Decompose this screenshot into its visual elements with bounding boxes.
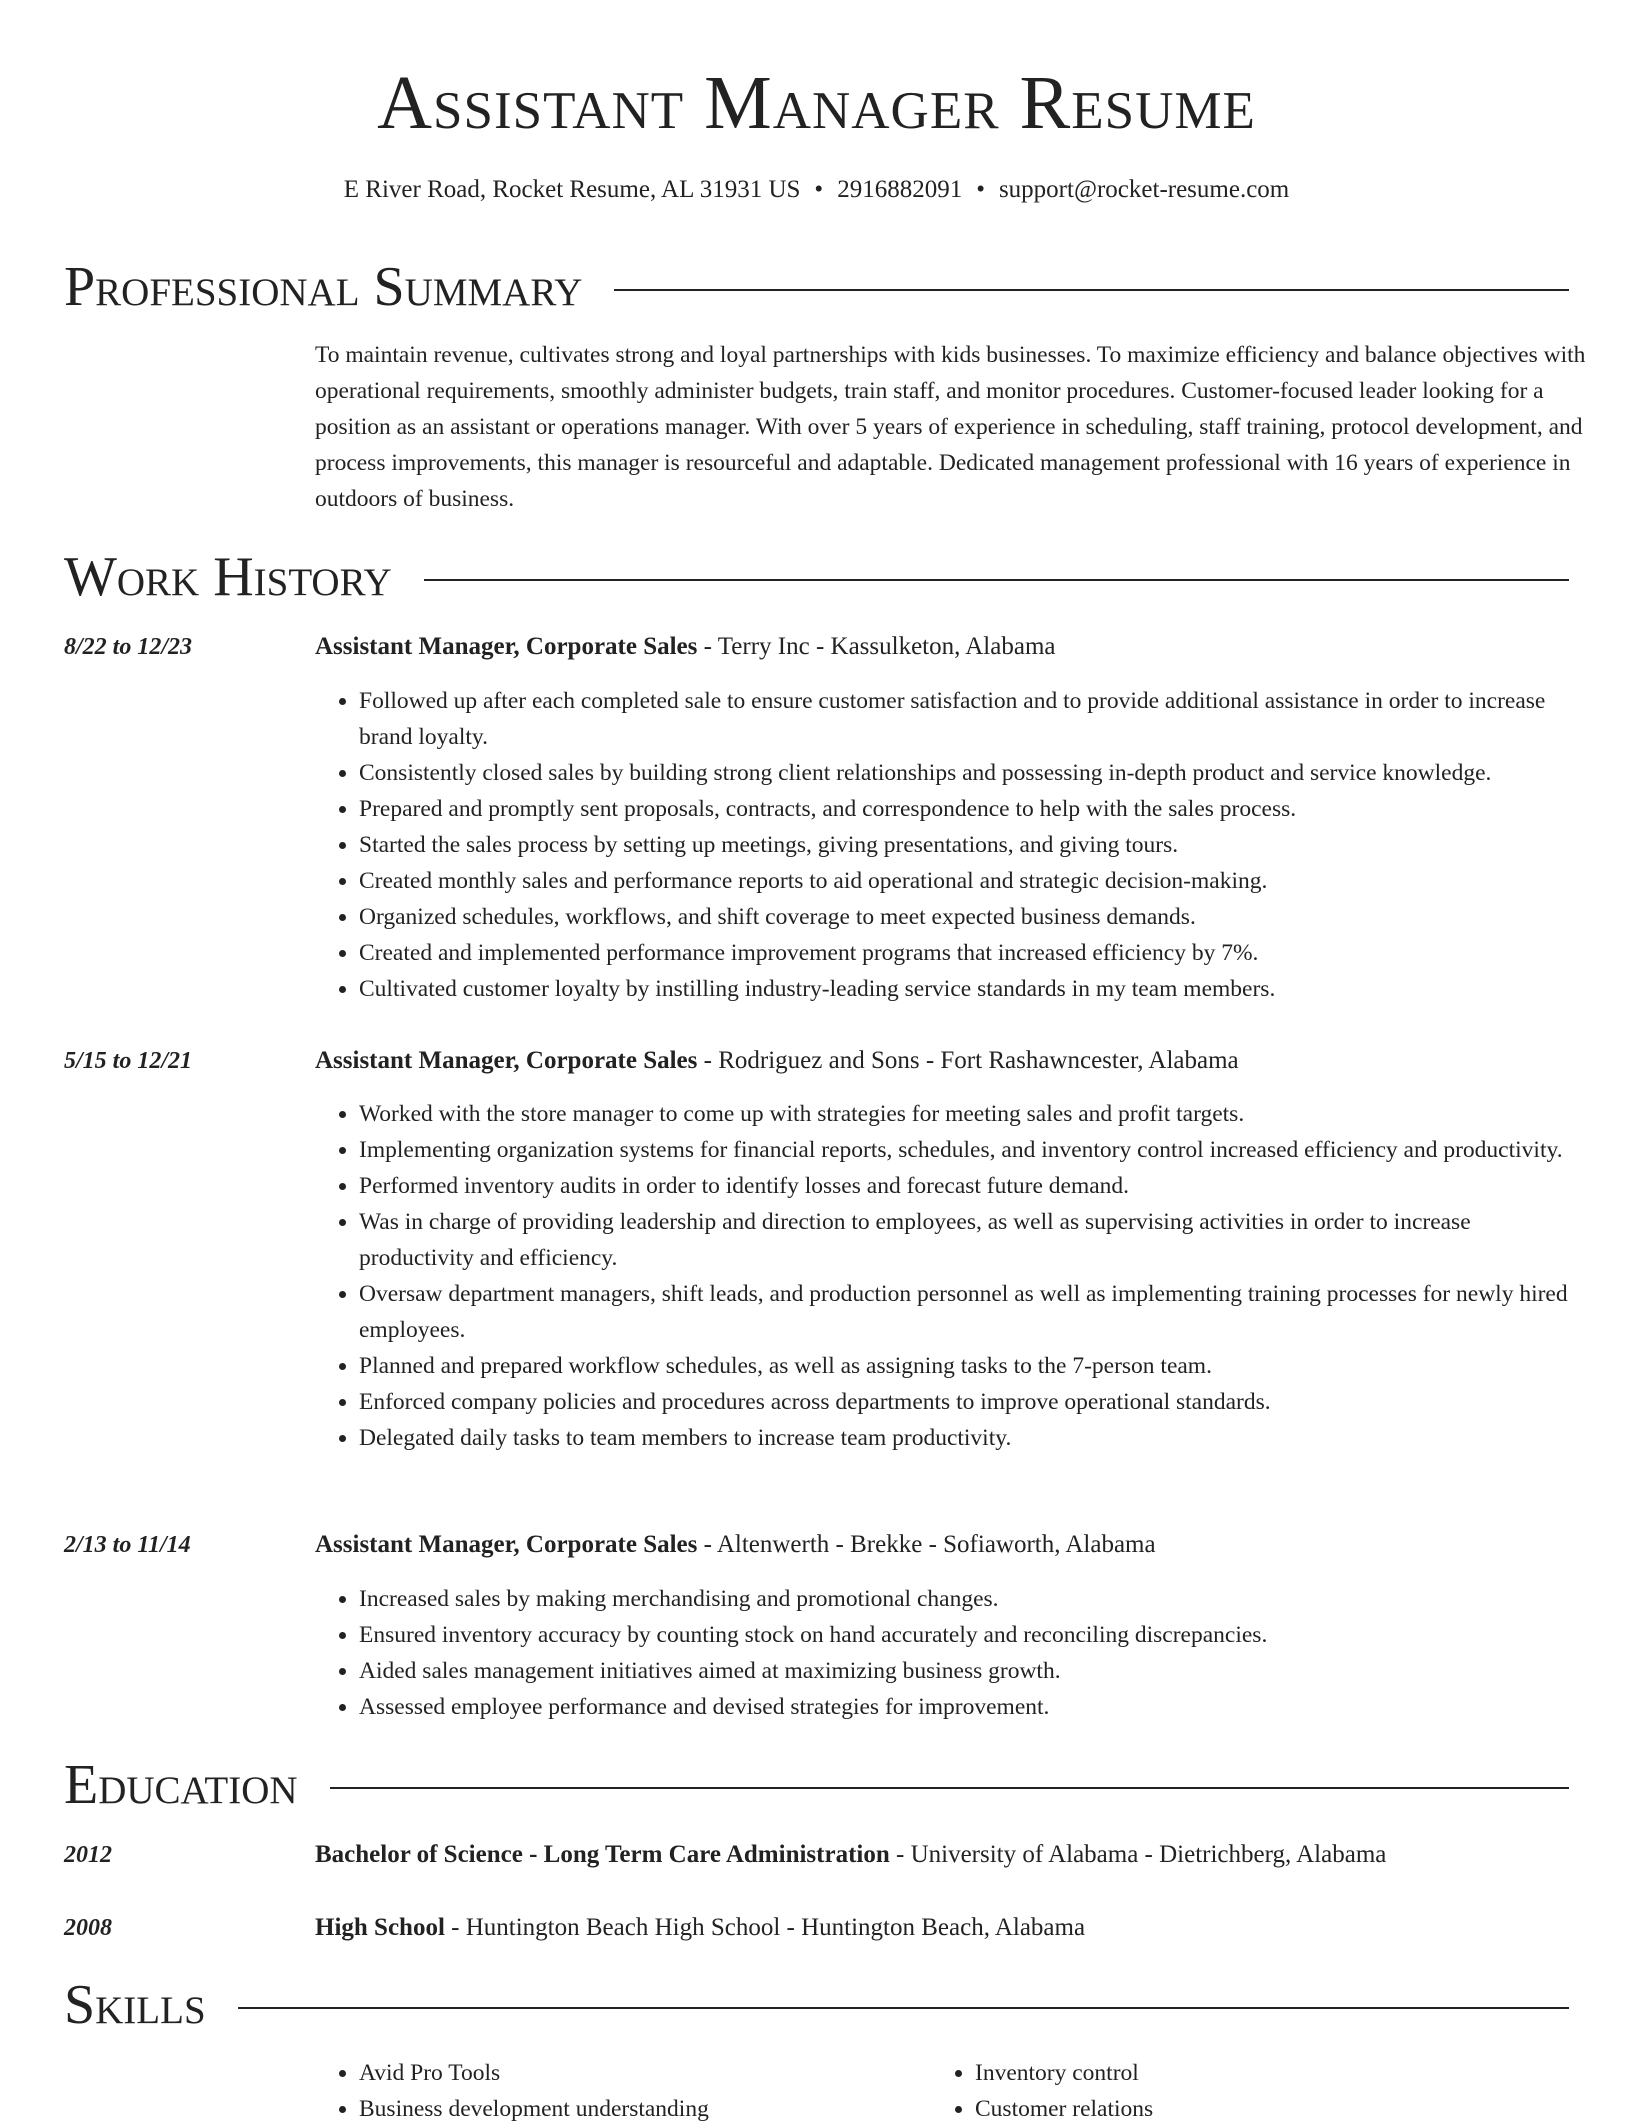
education-degree: Bachelor of Science - Long Term Care Administration — [315, 1841, 890, 1868]
job-org: - Altenwerth - Brekke - Sofiaworth, Alabama — [697, 1531, 1156, 1558]
job-org: - Terry Inc - Kassulketon, Alabama — [697, 633, 1056, 660]
list-item: • Performed inventory audits in order to identify losses and forecast future demand. — [359, 1168, 1569, 1204]
job-bullets — [315, 683, 1569, 1007]
list-item: • Created monthly sales and performance reports to aid operational and strategic decision-making. — [359, 863, 1569, 899]
section-title: Professional Summary — [64, 256, 583, 318]
list-item: • Worked with the store manager to come up with strategies for meeting sales and profit targets. — [359, 1096, 1569, 1132]
list-item: • Created and implemented performance improvement programs that increased efficiency by 7%. — [359, 935, 1569, 971]
contact-address: E River Road, Rocket Resume, AL 31931 US — [343, 176, 801, 203]
list-item: • Customer relations — [975, 2091, 1547, 2127]
list-item: • Ensured inventory accuracy by counting stock on hand accurately and reconciling discrepancies. — [359, 1617, 1569, 1653]
list-item: • Oversaw department managers, shift leads, and production personnel as well as implementing training processes for newly hired employees. — [359, 1276, 1569, 1348]
list-item: • Business development understanding — [359, 2091, 931, 2127]
job-heading — [315, 629, 1585, 665]
section-title: Education — [64, 1754, 298, 1816]
education-degree: High School — [315, 1914, 445, 1941]
list-item: • Increased sales by making merchandising and promotional changes. — [359, 1581, 1569, 1617]
education-school: - Huntington Beach High School - Huntington Beach, Alabama — [444, 1914, 1086, 1941]
section-education — [64, 1753, 1569, 1817]
list-item: • Planned and prepared workflow schedules, as well as assigning tasks to the 7-person team. — [359, 1348, 1569, 1384]
education-year: 2008 — [64, 1915, 112, 1941]
education-school: - University of Alabama - Dietrichberg, Alabama — [889, 1841, 1387, 1868]
contact-phone[interactable]: 2916882091 — [837, 176, 963, 203]
list-item: • Delegated daily tasks to team members to increase team productivity. — [359, 1420, 1569, 1456]
contact-email[interactable]: support@rocket-resume.com — [998, 176, 1290, 203]
section-title: Work History — [64, 546, 392, 608]
list-item: • Aided sales management initiatives aimed at maximizing business growth. — [359, 1653, 1569, 1689]
job-bullets — [315, 1581, 1569, 1725]
list-item: • Enforced company policies and procedures across departments to improve operational standards. — [359, 1384, 1569, 1420]
list-item: • Avid Pro Tools — [359, 2055, 931, 2091]
list-item: • Implementing organization systems for financial reports, schedules, and inventory control increased efficiency and productivity. — [359, 1132, 1569, 1168]
section-professional-summary — [64, 255, 1569, 319]
section-divider — [330, 1787, 1569, 1789]
section-work-history — [64, 545, 1569, 609]
contact-separator: • — [814, 176, 824, 203]
skills-column-right — [931, 2055, 1547, 2127]
list-item: • Was in charge of providing leadership and direction to employees, as well as supervising activities in order to increase productivity and efficiency. — [359, 1204, 1569, 1276]
section-divider — [424, 579, 1569, 581]
job-role: Assistant Manager, Corporate Sales — [315, 633, 698, 660]
list-item: • Consistently closed sales by building strong client relationships and possessing in-depth product and service knowledge. — [359, 755, 1569, 791]
list-item: • Inventory control — [975, 2055, 1547, 2091]
job-role: Assistant Manager, Corporate Sales — [315, 1531, 698, 1558]
list-item: • Assessed employee performance and devised strategies for improvement. — [359, 1689, 1569, 1725]
job-org: - Rodriguez and Sons - Fort Rashawncester, Alabama — [697, 1047, 1239, 1074]
education-heading — [315, 1910, 1585, 1946]
contact-line — [64, 172, 1569, 208]
section-divider — [238, 2007, 1569, 2009]
section-divider — [614, 289, 1569, 291]
job-role: Assistant Manager, Corporate Sales — [315, 1047, 698, 1074]
list-item: • Organized schedules, workflows, and shift coverage to meet expected business demands. — [359, 899, 1569, 935]
list-item: • Prepared and promptly sent proposals, contracts, and correspondence to help with the sales process. — [359, 791, 1569, 827]
job-heading — [315, 1043, 1585, 1079]
job-dates: 5/15 to 12/21 — [64, 1048, 193, 1074]
job-dates: 8/22 to 12/23 — [64, 634, 193, 660]
list-item: • Cultivated customer loyalty by instilling industry-leading service standards in my team members. — [359, 971, 1569, 1007]
list-item: • Followed up after each completed sale to ensure customer satisfaction and to provide additional assistance in order to increase brand loyalty. — [359, 683, 1569, 755]
job-heading — [315, 1527, 1585, 1563]
education-year: 2012 — [64, 1842, 112, 1868]
section-skills — [64, 1973, 1569, 2037]
education-heading — [315, 1837, 1585, 1873]
skills-column-left — [315, 2055, 931, 2127]
summary-text: To maintain revenue, cultivates strong and loyal partnerships with kids businesses. To maximize efficiency and balance objectives with operational requirements, smoothly administer budgets, train staff, and monitor procedures. Customer-focused leader looking for a position as an assistant or operations manager. With over 5 years of experience in scheduling, staff training, protocol development, and process improvements, this manager is resourceful and adaptable. Dedicated management professional with 16 years of experience in outdoors of business. — [315, 342, 1586, 512]
skills-list — [315, 2055, 1569, 2127]
section-title: Skills — [64, 1974, 206, 2036]
resume-title: Assistant Manager Resume — [377, 61, 1256, 145]
list-item: • Started the sales process by setting up meetings, giving presentations, and giving tours. — [359, 827, 1569, 863]
job-bullets — [315, 1096, 1569, 1456]
job-dates: 2/13 to 11/14 — [64, 1532, 191, 1558]
contact-separator: • — [976, 176, 985, 203]
